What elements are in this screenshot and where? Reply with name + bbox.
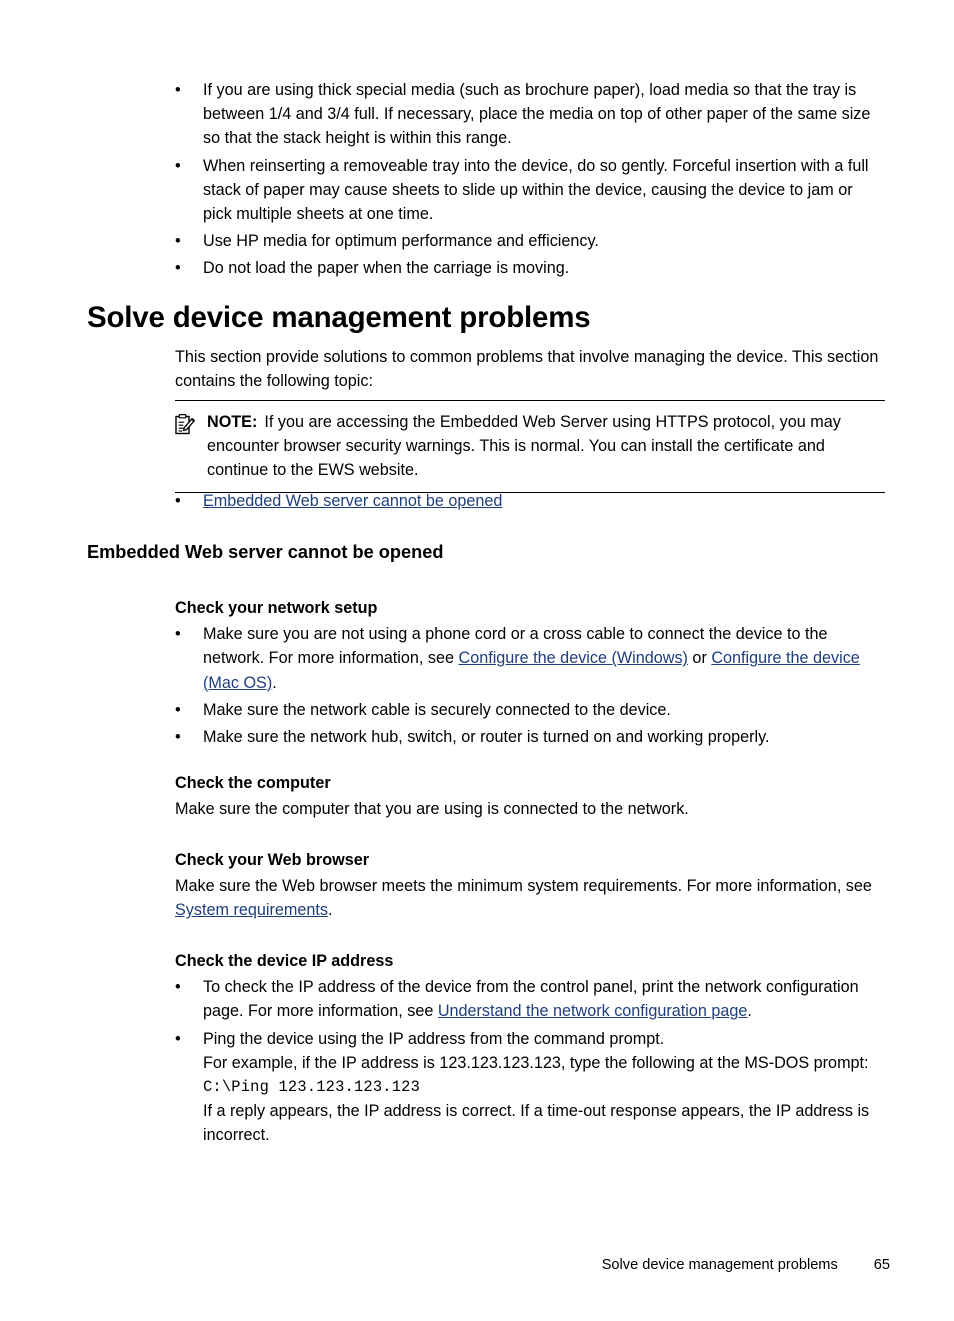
bullet-glyph: • xyxy=(175,232,181,251)
command-example: C:\Ping 123.123.123.123 xyxy=(203,1078,421,1097)
section-check-network-setup xyxy=(175,596,887,752)
list-item-continuation: For example, if the IP address is 123.123.123.123, type the following at the MS-DOS prompt: xyxy=(203,1053,869,1072)
list-item xyxy=(175,698,887,722)
bullet-glyph: • xyxy=(175,259,181,278)
link-embedded-web-server-cannot-be-opened[interactable]: Embedded Web server cannot be opened xyxy=(203,492,503,510)
topic-list xyxy=(175,489,875,516)
list-item-text: If you are using thick special media (such as brochure paper), load media so that the tray is between 1/4 and 3/4 full. If necessary, place the media on top of other paper of the same size so that the stack height is within this range. xyxy=(203,81,871,148)
list-item-text: To check the IP address of the device from the control panel, print the network configuration page. For more information, see xyxy=(203,978,859,1021)
list-item-text: Make sure you are not using a phone cord or a cross cable to connect the device to the network. For more information, see xyxy=(203,625,828,668)
link-understand-the-network-configuration-page[interactable]: Understand the network configuration page xyxy=(437,1002,748,1021)
list-item xyxy=(175,229,875,253)
subsection-heading: Check your network setup xyxy=(175,599,378,617)
note-callout xyxy=(175,400,885,493)
list-item xyxy=(175,725,887,749)
note-text: If you are accessing the Embedded Web Server using HTTPS protocol, you may encounter browser security warnings. This is normal. You can install the certificate and continue to the EWS website. xyxy=(207,413,841,480)
paragraph-text-end: . xyxy=(327,901,333,920)
section-check-the-computer xyxy=(175,771,887,821)
list-item xyxy=(175,975,887,1023)
bullet-glyph: • xyxy=(175,156,181,175)
list-item-text: Make sure the network hub, switch, or router is turned on and working properly. xyxy=(203,728,770,747)
link-system-requirements[interactable]: System requirements xyxy=(175,901,328,920)
network-setup-list xyxy=(175,622,887,749)
bullet-glyph: • xyxy=(175,728,181,747)
ip-address-list xyxy=(175,975,887,1147)
list-item xyxy=(175,489,875,513)
subsection-heading: Check the computer xyxy=(175,774,331,792)
section-heading: Embedded Web server cannot be opened xyxy=(87,542,444,562)
list-item-text: Make sure the network cable is securely connected to the device. xyxy=(203,700,671,719)
list-item xyxy=(175,1027,887,1148)
paragraph-text: Make sure the Web browser meets the minimum system requirements. For more information, see xyxy=(175,877,872,896)
subsection-paragraph: Make sure the computer that you are using is connected to the network. xyxy=(175,800,689,819)
list-item xyxy=(175,256,875,280)
bullet-glyph: • xyxy=(175,492,181,510)
list-item-text: Do not load the paper when the carriage is moving. xyxy=(203,259,570,278)
list-item xyxy=(175,154,875,227)
section-check-device-ip-address xyxy=(175,949,887,1151)
footer-page-number: 65 xyxy=(873,1257,890,1273)
page-footer xyxy=(0,1256,890,1274)
bullet-glyph: • xyxy=(175,81,181,99)
footer-title: Solve device management problems xyxy=(601,1257,838,1273)
bullet-glyph: • xyxy=(175,700,181,719)
list-item-text-end: . xyxy=(747,1002,752,1021)
bullet-glyph: • xyxy=(175,978,181,997)
list-item-continuation: If a reply appears, the IP address is correct. If a time-out response appears, the IP address is incorrect. xyxy=(203,1102,870,1145)
list-item-text-end: . xyxy=(272,673,277,692)
subsection-paragraph xyxy=(175,874,887,922)
bullet-glyph: • xyxy=(175,625,181,644)
note-clipboard-pencil-icon xyxy=(175,413,196,435)
note-body xyxy=(207,410,885,483)
list-item xyxy=(175,78,875,151)
list-item xyxy=(175,622,887,695)
link-configure-the-device-mac-os[interactable]: Configure the device (Mac OS) xyxy=(203,649,860,692)
subsection-heading: Check the device IP address xyxy=(175,952,394,970)
intro-paragraph: This section provide solutions to common problems that involve managing the device. This section contains the following topic: xyxy=(175,348,879,391)
subsection-heading: Check your Web browser xyxy=(175,851,370,869)
page-title: Solve device management problems xyxy=(87,301,591,334)
list-item-text-mid: or xyxy=(687,649,712,668)
media-tips-list xyxy=(175,78,875,284)
note-label: NOTE: xyxy=(207,413,258,431)
link-configure-the-device-windows[interactable]: Configure the device (Windows) xyxy=(458,649,688,668)
list-item-text: Ping the device using the IP address from the command prompt. xyxy=(203,1029,665,1048)
section-check-web-browser xyxy=(175,848,887,923)
list-item-text: When reinserting a removeable tray into the device, do so gently. Forceful insertion with a full stack of paper may cause sheets to slide up within the device, causing the device to jam or pick multiple sheets at one time. xyxy=(203,156,869,224)
bullet-glyph: • xyxy=(175,1029,181,1048)
list-item-text: Use HP media for optimum performance and efficiency. xyxy=(203,232,599,251)
